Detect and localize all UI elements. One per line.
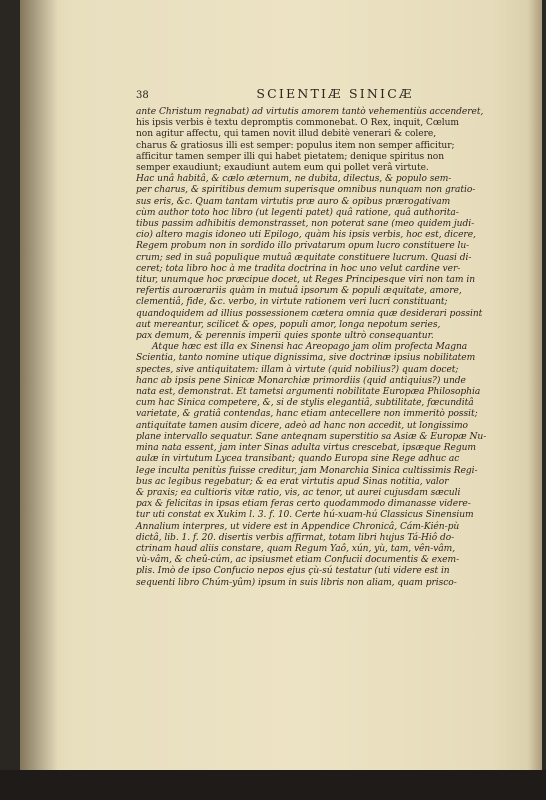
text-line: Annalium interpres, ut videre est in Appendice Chronicâ, Cám-Kién-pù xyxy=(136,521,460,532)
text-line: Hac unâ habitâ, & cælo æternum, ne dubita, dilectus, & populo sem- xyxy=(136,174,452,185)
text-line: clementiâ, fide, &c. verbo, in virtute rationem veri lucri constituant; xyxy=(136,297,448,308)
text-line: non agitur affectu, qui tamen novit illud debitè venerari & colere, xyxy=(136,129,437,140)
text-line: mina nata essent, jam inter Sinas adulta virtus crescebat, ipsæque Regum xyxy=(136,443,477,454)
text-line: Regem probum non in sordido illo privatarum opum lucro constituere lu- xyxy=(136,241,470,252)
text-line: ante Christum regnabat) ad virtutis amorem tantò vehementiùs accenderet, xyxy=(136,107,484,117)
text-line: tur uti constat ex Xukim l. 3. f. 10. Certe hú-xuam-hú Classicus Sinensium xyxy=(136,510,474,521)
text-line: Atque hæc est illa ex Sinensi hac Areopago jam olim profecta Magna xyxy=(152,342,468,353)
text-line: bus ac legibus regebatur; & ea erat virtutis apud Sinas notitia, valor xyxy=(136,476,449,487)
text-line: Scientia, tanto nomine utique dignissima, sive doctrinæ ipsius nobilitatem xyxy=(136,353,476,364)
page-header xyxy=(136,86,506,101)
page-edge-shadow xyxy=(528,0,542,770)
text-line: sequenti libro Chúm-yûm) ipsum in suis libris non aliam, quam prisco- xyxy=(136,577,457,588)
text-line: crum; sed in suâ populique mutuâ æquitate constituere lucrum. Quasi di- xyxy=(136,252,472,263)
scan-background-bottom xyxy=(0,770,546,800)
text-line: aut mereantur, scilicet & opes, populi amor, longa nepotum series, xyxy=(136,319,441,330)
text-line: ctrinam haud aliis constare, quam Regum Yaô, xún, yù, tam, vên-vâm, xyxy=(136,543,456,554)
text-line: sus eris, &c. Quam tantam virtutis præ auro & opibus prærogativam xyxy=(136,196,451,207)
page-number: 38 xyxy=(136,90,149,101)
text-line: lege inculta penitùs fuisse creditur, jam Monarchia Sinica cultissimis Regi- xyxy=(136,465,478,476)
text-line: varietate, & gratiâ contendas, hanc etiam antecellere non immeritò possit; xyxy=(136,409,478,420)
running-head: SCIENTIÆ SINICÆ xyxy=(256,86,414,101)
text-line: plis. Imò de ipso Confucio nepos ejus çù-sú testatur (uti videre est in xyxy=(136,566,450,577)
text-line: hanc ab ipsis pene Sinicæ Monarchiæ primordiis (quid antiquius?) unde xyxy=(136,375,466,386)
text-line: per charus, & spiritibus demum superisque omnibus nunquam non gratio- xyxy=(136,185,476,196)
text-line: his ipsis verbis è textu depromptis commonebat. O Rex, inquit, Cœlum xyxy=(136,118,460,129)
text-line: cum hac Sinica competere, &, si de stylis elegantiâ, subtilitate, fœcunditâ xyxy=(136,398,474,409)
gutter-shadow xyxy=(20,0,58,770)
text-line: afficitur tamen semper illi qui habet pietatem; denique spiritus non xyxy=(136,151,445,162)
text-line: ceret; tota libro hoc à me tradita doctrina in hoc uno velut cardine ver- xyxy=(136,263,461,274)
text-line: vù-vâm, & cheû-cúm, ac ipsiusmet etiam Confucii documentis & exem- xyxy=(136,555,460,566)
text-line: nata est, demonstrat. Et tametsi argumenti nobilitate Europæa Philosophia xyxy=(136,387,481,398)
text-line: tibus passim adhibitis demonstrasset, non poterat sane (meo quidem judi- xyxy=(136,219,475,230)
body-text xyxy=(136,107,506,589)
text-line: semper exaudiunt; exaudiunt autem eum qui pollet verâ virtute. xyxy=(136,163,429,174)
text-line: spectes, sive antiquitatem: illam à virtute (quid nobilius?) quam docet; xyxy=(136,364,459,375)
text-line: cùm author toto hoc libro (ut legenti patet) quâ ratione, quâ authorita- xyxy=(136,207,459,218)
text-line: aulæ in virtutum Lycea transibant; quando Europa sine Rege adhuc ac xyxy=(136,454,460,465)
text-line: pax & felicitas in ipsas etiam feras certo quodammodo dimanasse videre- xyxy=(136,499,471,510)
text-line: pax demum, & perennis imperii quies sponte ultrò consequantur. xyxy=(136,331,434,342)
text-line: charus & gratiosus illi est semper: populus item non semper afficitur; xyxy=(136,140,455,151)
text-line: & praxis; ea cultioris vitæ ratio, vis, ac tenor, ut aurei cujusdam sæculi xyxy=(136,487,461,498)
text-line: cio) altero magis idoneo uti Epilogo, quàm his ipsis verbis, hoc est, dicere, xyxy=(136,230,476,241)
text-line: refertis auroærariis quàm in mutuâ ipsorum & populi æquitate, amore, xyxy=(136,286,462,297)
text-block xyxy=(136,86,506,589)
text-line: antiquitate tamen ausim dicere, adeò ad hanc non accedit, ut longissimo xyxy=(136,420,468,431)
text-line: plane intervallo sequatur. Sane anteqnam superstitio sa Asiæ & Europæ Nu- xyxy=(136,431,487,442)
text-line: dictâ, lib. 1. f. 20. disertis verbis affirmat, totam libri hujus Tá-Hiô do- xyxy=(136,532,455,543)
text-line: titur, unumque hoc præcipue docet, ut Reges Principesque viri non tam in xyxy=(136,275,476,286)
text-line: quandoquidem ad illius possessionem cætera omnia quæ desiderari possint xyxy=(136,308,483,319)
